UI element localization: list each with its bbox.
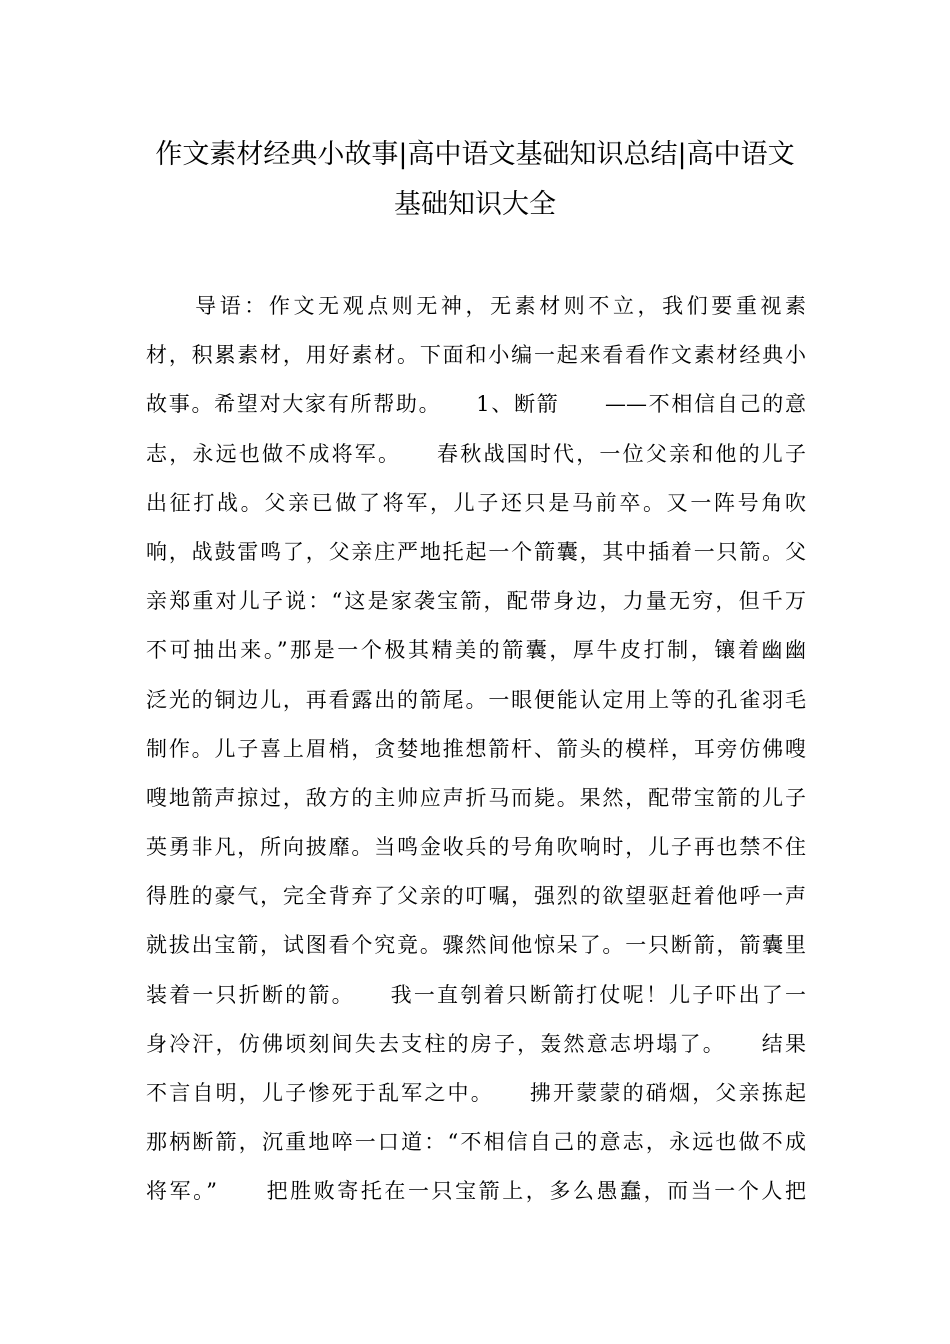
body-line: 嗖地箭声掠过，敌方的主帅应声折马而毙。果然，配带宝箭的儿子 <box>146 785 806 810</box>
body-line: 志，永远也做不成将军。 春秋战国时代，一位父亲和他的儿子 <box>146 441 806 466</box>
body-line: 制作。儿子喜上眉梢，贪婪地推想箭杆、箭头的模样，耳旁仿佛嗖 <box>146 736 806 761</box>
body-line: 那柄断箭，沉重地啐一口道：“不相信自己的意志，永远也做不成 <box>146 1130 806 1155</box>
document-body <box>146 282 806 1217</box>
body-line: 装着一只折断的箭。 我一直刳着只断箭打仗呢！儿子吓出了一 <box>146 982 806 1007</box>
body-line: 导语：作文无观点则无神，无素材则不立，我们要重视素 <box>146 294 806 318</box>
body-line: 不可抽出来。”那是一个极其精美的箭囊，厚牛皮打制，镶着幽幽 <box>146 638 806 663</box>
body-line: 英勇非凡，所向披靡。当鸣金收兵的号角吹响时，儿子再也禁不住 <box>146 835 806 860</box>
body-line: 故事。希望对大家有所帮助。 1、断箭 ——不相信自己的意 <box>146 392 806 417</box>
body-line: 响，战鼓雷鸣了，父亲庄严地托起一个箭囊，其中插着一只箭。父 <box>146 539 806 564</box>
body-line: 泛光的铜边儿，再看露出的箭尾。一眼便能认定用上等的孔雀羽毛 <box>146 687 806 712</box>
body-line: 就拔出宝箭，试图看个究竟。骤然间他惊呆了。一只断箭，箭囊里 <box>146 933 806 958</box>
title-line: 作文素材经典小故事|高中语文基础知识总结|高中语文 <box>155 139 795 170</box>
body-line: 亲郑重对儿子说：“这是家袭宝箭，配带身边，力量无穷，但千万 <box>146 589 806 614</box>
body-line: 得胜的豪气，完全背弃了父亲的叮嘱，强烈的欲望驱赶着他呼一声 <box>146 884 806 909</box>
body-line: 将军。” 把胜败寄托在一只宝箭上，多么愚蠢，而当一个人把 <box>146 1179 806 1204</box>
body-line: 出征打战。父亲已做了将军，儿子还只是马前卒。又一阵号角吹 <box>146 490 806 515</box>
body-line: 材，积累素材，用好素材。下面和小编一起来看看作文素材经典小 <box>146 343 806 368</box>
document-title <box>146 130 804 230</box>
body-line: 不言自明，儿子惨死于乱军之中。 拂开蒙蒙的硝烟，父亲拣起 <box>146 1081 806 1105</box>
body-line: 身冷汗，仿佛顷刻间失去支柱的房子，轰然意志坍塌了。 结果 <box>146 1031 806 1056</box>
title-line: 基础知识大全 <box>394 189 556 220</box>
